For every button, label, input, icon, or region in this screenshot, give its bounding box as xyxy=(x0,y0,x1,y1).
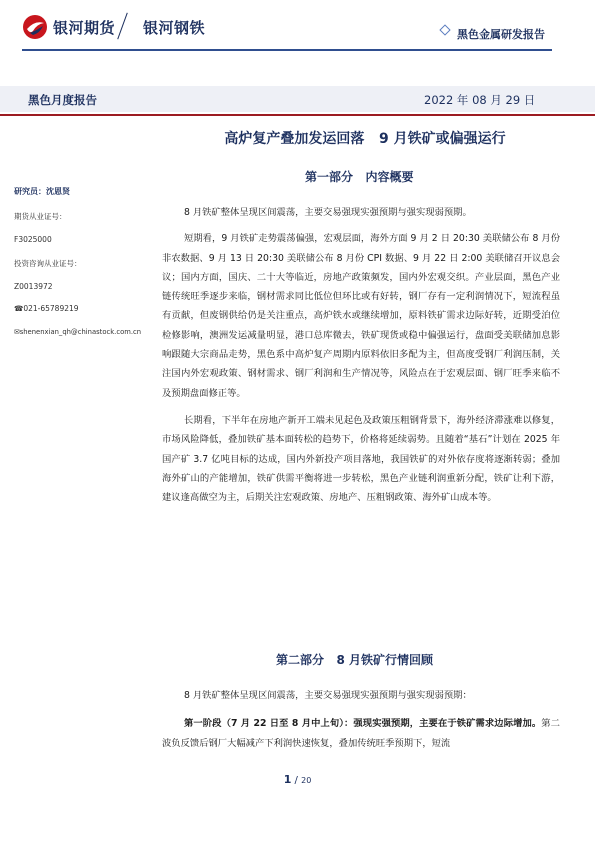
part2-body xyxy=(162,686,560,753)
page-separator: / xyxy=(294,775,298,786)
researcher-name: 研究员：沈恩贤 xyxy=(14,187,70,196)
part1-heading: 第一部分 内容概要 xyxy=(305,170,414,184)
brand-divider xyxy=(117,13,128,40)
phase-one-text: 第二波负反馈后钢厂大幅减产下利润快速恢复，叠加传统旺季预期下，短流 xyxy=(162,718,560,749)
part1-body xyxy=(162,203,560,507)
report-date: 2022 年 08 月 29 日 xyxy=(424,93,536,107)
email-text: shenenxian_qh@chinastock.com.cn xyxy=(19,328,142,336)
diamond-icon xyxy=(439,24,450,35)
license-label: 期货从业证号： xyxy=(14,212,67,221)
page-title: 高炉复产叠加发运回落 9 月铁矿或偏强运行 xyxy=(224,131,506,147)
report-name: 黑色月度报告 xyxy=(28,93,97,107)
brand-secondary: 银河钢铁 xyxy=(143,19,206,37)
part2-paragraph-2 xyxy=(162,714,560,753)
advisor-label: 投资咨询从业证号： xyxy=(14,259,82,268)
part2-paragraph-1: 8 月铁矿整体呈现区间震荡，主要交易强现实强预期与强实现弱预期： xyxy=(184,690,472,701)
header-rule xyxy=(22,49,552,51)
license-number: F3025000 xyxy=(14,235,52,244)
phase-one-lead: 第一阶段（7 月 22 日至 8 月中上旬）：强现实强预期，主要在于铁矿需求边际增加。 xyxy=(184,718,542,730)
part1-paragraph-1: 8 月铁矿整体呈现区间震荡，主要交易强现实强预期与强实现弱预期。 xyxy=(184,207,472,218)
report-category: 黑色金属研发报告 xyxy=(457,28,545,41)
page-indicator xyxy=(0,773,595,786)
part1-paragraph-2: 短期看，9 月铁矿走势震荡偏强，宏观层面，海外方面 9 月 2 日 20:30 美联储公布 8 月份非农数据、9 月 13 日 20:30 美联储公布 8 月份 CPI 数据、9 月 22 日 2:00 美联储召开议息会议；国内方面，国庆、二十大等临近，房地产政策频发，国内外宏观交织。产业层面，黑色产业链传统旺季逐步来临，钢材需求同比低位但环比或有好转，钢厂存有一定利润情况下，短流程虽有贡献，但废钢供给仍是关注重点，高炉铁水或继续增加，原料铁矿需求边际好转，近期受泊位检修影响，澳洲发运减量明显，港口总库微去，铁矿现货或稳中偏强运行，盘面受美联储加息影响跟随大宗商品走势，黑色系中高炉复产周期内原料依旧多配为主，但高度受钢厂利润压制，关注国内外宏观政策、钢材需求、钢厂利润和生产情况等，风险点在于宏观层面、钢厂旺季来临不及预期盘面修正等。 xyxy=(162,233,560,399)
galaxy-logo-icon xyxy=(22,14,48,40)
phone-number: ☎021-65789219 xyxy=(14,304,79,313)
email-address[interactable] xyxy=(14,328,141,336)
part2-heading: 第二部分 8 月铁矿行情回顾 xyxy=(276,653,434,667)
band-rule xyxy=(0,114,595,116)
brand-primary: 银河期货 xyxy=(53,19,116,37)
advisor-number: Z0013972 xyxy=(14,282,53,291)
part1-paragraph-3: 长期看，下半年在房地产新开工端未见起色及政策压粗钢背景下，海外经济滞涨难以修复，市场风险降低，叠加铁矿基本面转松的趋势下，价格将延续弱势。且随着“基石”计划在 2025 年国产矿 3.7 亿吨目标的达成，国内外新投产项目落地，我国铁矿的对外依存度将逐渐转弱；叠加海外矿山的产能增加，铁矿供需平衡将进一步转松，黑色产业链利润重新分配，铁矿让利下游，建议逢高做空为主，后期关注宏观政策、房地产、压粗钢政策、海外矿山成本等。 xyxy=(162,414,560,504)
page-number: 1 xyxy=(283,773,292,786)
mail-icon: ✉ xyxy=(14,328,20,336)
page-total: 20 xyxy=(301,776,312,785)
